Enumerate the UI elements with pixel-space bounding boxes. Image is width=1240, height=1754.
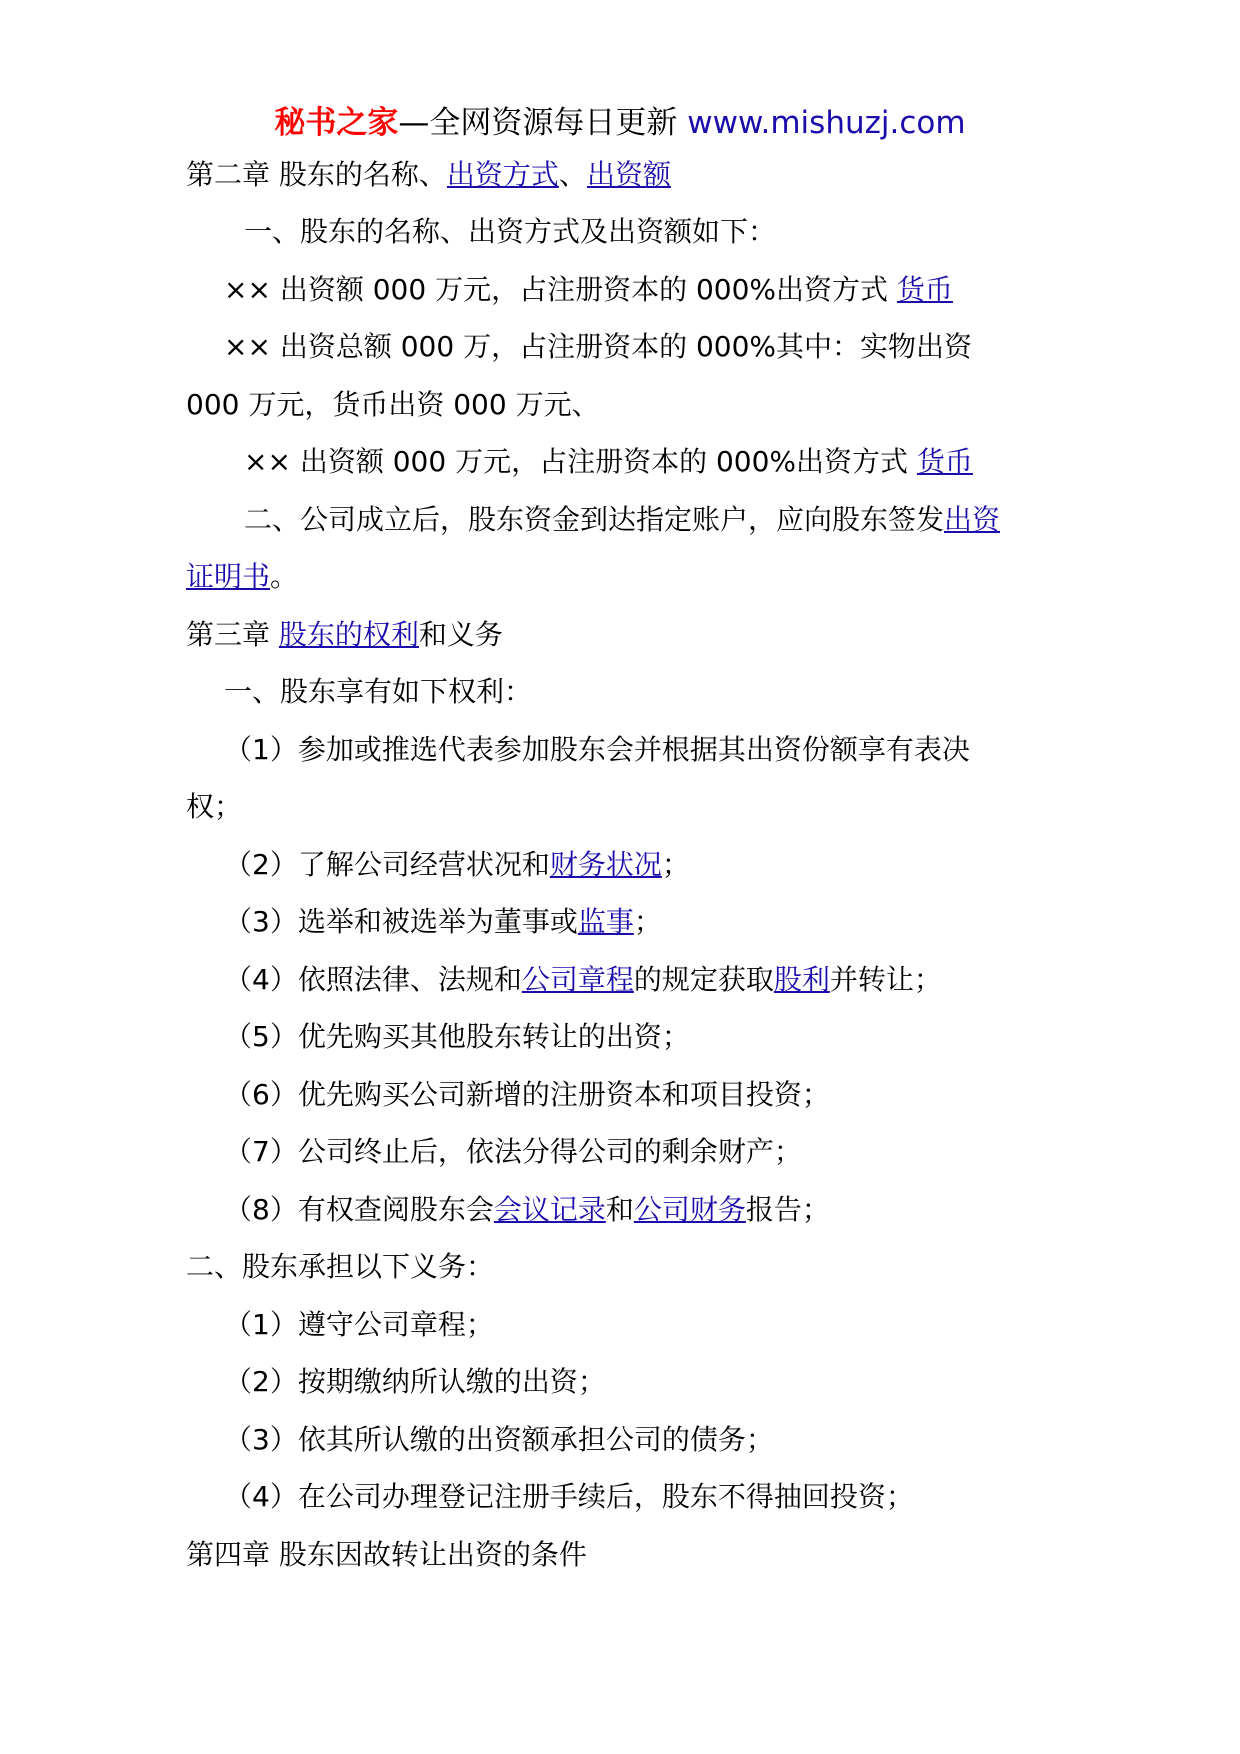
paragraph: 一、股东的名称、出资方式及出资额如下：	[244, 215, 777, 248]
link-capital-certificate-cont[interactable]: 证明书	[186, 560, 271, 593]
brand-name: 秘书之家	[274, 105, 399, 141]
shareholder-line: ×× 出资额 000 万元，占注册资本的 000%出资方式 货币	[244, 445, 973, 478]
link-meeting-minutes[interactable]: 会议记录	[493, 1193, 606, 1226]
link-contribution-amount[interactable]: 出资额	[586, 158, 671, 191]
list-item: （7）公司终止后，依法分得公司的剩余财产；	[224, 1135, 802, 1168]
list-item: （4）在公司办理登记注册手续后，股东不得抽回投资；	[224, 1480, 914, 1513]
chapter-3-title: 第三章 股东的权利和义务	[186, 618, 503, 651]
site-url[interactable]: www.mishuzj.com	[687, 105, 966, 141]
link-currency[interactable]: 货币	[916, 445, 973, 478]
list-item: （1）遵守公司章程；	[224, 1308, 494, 1341]
link-contribution-method[interactable]: 出资方式	[446, 158, 559, 191]
list-item: （8）有权查阅股东会会议记录和公司财务报告；	[224, 1193, 830, 1226]
list-item: （1）参加或推选代表参加股东会并根据其出资份额享有表决	[224, 733, 970, 766]
list-item: （4）依照法律、法规和公司章程的规定获取股利并转让；	[224, 963, 942, 996]
link-capital-certificate[interactable]: 出资	[944, 503, 1001, 536]
link-currency[interactable]: 货币	[896, 273, 953, 306]
list-item: （3）依其所认缴的出资额承担公司的债务；	[224, 1423, 774, 1456]
link-supervisor[interactable]: 监事	[577, 905, 634, 938]
paragraph-continuation: 证明书。	[186, 560, 299, 593]
link-shareholder-rights[interactable]: 股东的权利	[278, 618, 419, 651]
link-dividends[interactable]: 股利	[773, 963, 830, 996]
list-item-continuation: 权；	[186, 790, 243, 823]
list-item: （2）按期缴纳所认缴的出资；	[224, 1365, 606, 1398]
header-tagline: —全网资源每日更新	[398, 105, 688, 141]
chapter-2-title: 第二章 股东的名称、出资方式、出资额	[186, 158, 671, 191]
paragraph: 二、公司成立后，股东资金到达指定账户，应向股东签发出资	[244, 503, 1001, 536]
shareholder-line: ×× 出资额 000 万元，占注册资本的 000%出资方式 货币	[224, 273, 953, 306]
link-articles-of-association[interactable]: 公司章程	[521, 963, 634, 996]
section-heading: 二、股东承担以下义务：	[186, 1250, 495, 1283]
list-item: （5）优先购买其他股东转让的出资；	[224, 1020, 690, 1053]
link-financial-status[interactable]: 财务状况	[549, 848, 662, 881]
list-item: （2）了解公司经营状况和财务状况；	[224, 848, 690, 881]
link-company-finance[interactable]: 公司财务	[633, 1193, 746, 1226]
chapter-4-title: 第四章 股东因故转让出资的条件	[186, 1538, 587, 1571]
shareholder-line: ×× 出资总额 000 万，占注册资本的 000%其中：实物出资	[224, 330, 973, 363]
list-item: （6）优先购买公司新增的注册资本和项目投资；	[224, 1078, 830, 1111]
paragraph-continuation: 000 万元，货币出资 000 万元、	[186, 388, 600, 421]
list-item: （3）选举和被选举为董事或监事；	[224, 905, 662, 938]
section-heading: 一、股东享有如下权利：	[224, 675, 533, 708]
site-header	[0, 100, 1240, 146]
